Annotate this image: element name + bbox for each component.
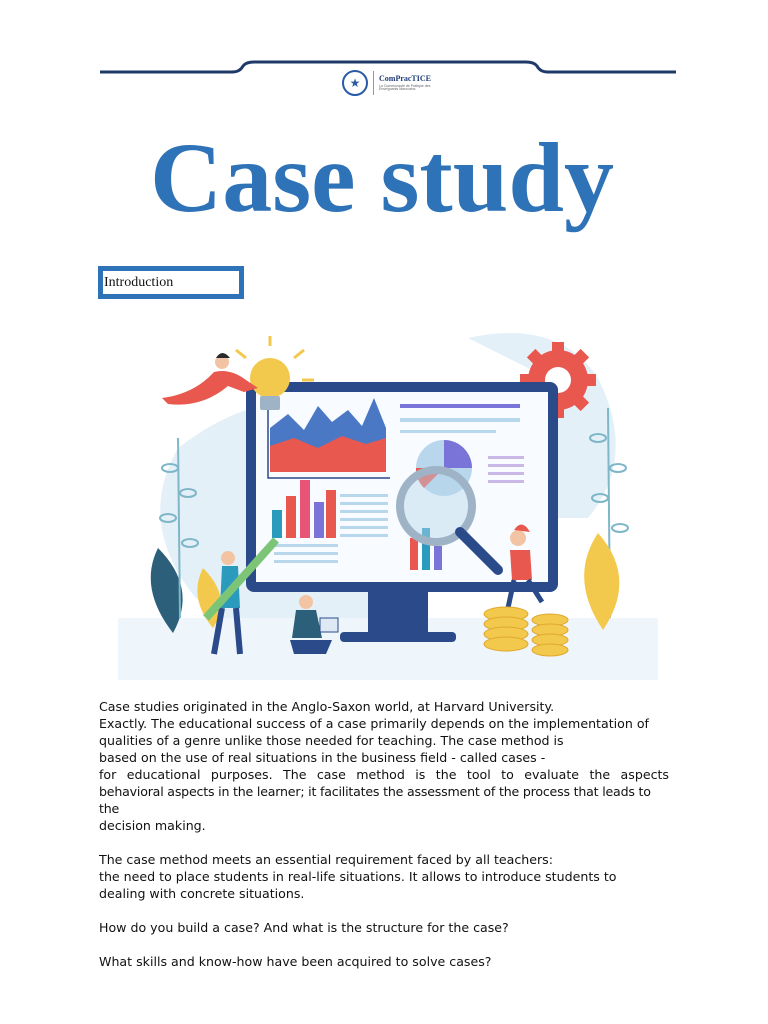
paragraph-2-line: the need to place students in real-life situations. It allows to introduce students to [99,869,617,884]
section-label: Introduction [103,271,239,294]
logo-divider [373,71,374,95]
paragraph-1-line: based on the use of real situations in the business field - called cases - [99,750,546,765]
paragraph-1-line: qualities of a genre unlike those needed for teaching. The case method is [99,733,564,748]
logo-star-icon: ★ [342,70,368,96]
paragraph-2-line: The case method meets an essential requirement faced by all teachers: [99,852,553,867]
paragraph-2-line: dealing with concrete situations. [99,886,305,901]
paragraph-1-line: for educational purposes. The case method is the tool to evaluate the aspects [99,767,669,782]
analytics-illustration [118,318,658,684]
logo-subtitle: La Communauté de Pratique des Enseignants Marocains [379,83,431,91]
logo-name: ComPracTICE [379,73,431,83]
paragraph-4: What skills and know-how have been acquired to solve cases? [99,954,492,969]
section-label-box [98,266,244,299]
paragraph-1-line: behavioral aspects in the learner; it facilitates the assessment of the process that leads to the [99,784,651,816]
page-title: Case study [150,122,614,233]
compractice-logo [342,68,442,98]
paragraph-1-line: Exactly. The educational success of a case primarily depends on the implementation of [99,716,649,731]
body-text [99,698,669,970]
paragraph-3: How do you build a case? And what is the structure for the case? [99,920,509,935]
paragraph-1-line: decision making. [99,818,206,833]
paragraph-1-line: Case studies originated in the Anglo-Saxon world, at Harvard University. [99,699,555,714]
